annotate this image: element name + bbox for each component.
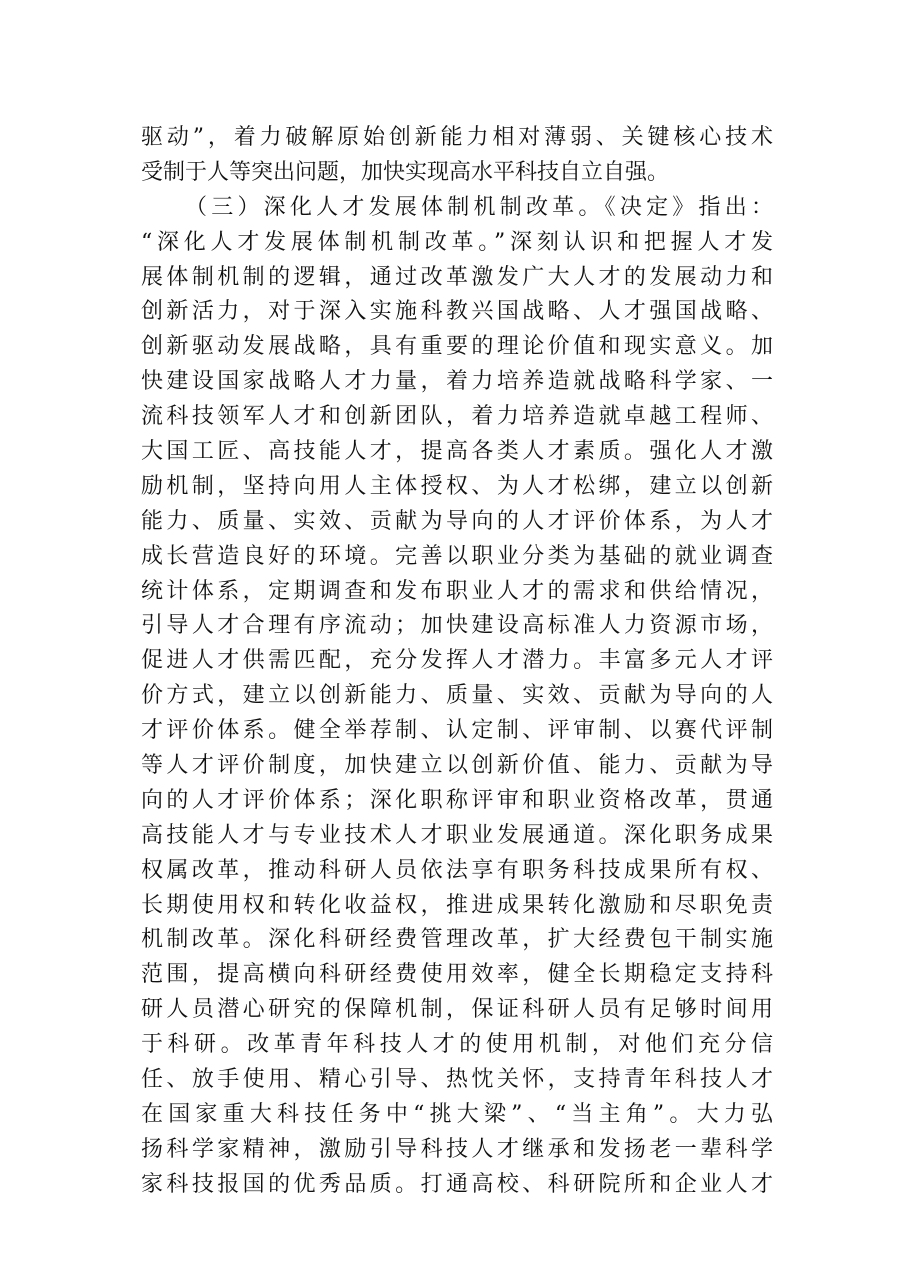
text-line: 创新活力，对于深入实施科教兴国战略、人才强国战略、 xyxy=(141,299,773,325)
text-line: 引导人才合理有序流动；加快建设高标准人力资源市场， xyxy=(141,613,773,639)
text-line: 大国工匠、高技能人才，提高各类人才素质。强化人才激 xyxy=(141,439,773,465)
text-line: 任、放手使用、精心引导、热忱关怀，支持青年科技人才 xyxy=(141,1067,773,1093)
text-line: 于科研。改革青年科技人才的使用机制，对他们充分信 xyxy=(141,1032,773,1058)
text-line: 驱动”，着力破解原始创新能力相对薄弱、关键核心技术 xyxy=(141,125,773,150)
text-line: 能力、质量、实效、贡献为导向的人才评价体系，为人才 xyxy=(141,508,773,534)
text-line: 展体制机制的逻辑，通过改革激发广大人才的发展动力和 xyxy=(141,264,773,290)
text-line: 研人员潜心研究的保障机制，保证科研人员有足够时间用 xyxy=(141,997,773,1023)
text-line: 在国家重大科技任务中“挑大梁”、“当主角”。大力弘 xyxy=(141,1101,773,1127)
text-line: 高技能人才与专业技术人才职业发展通道。深化职务成果 xyxy=(141,822,773,848)
text-line: 等人才评价制度，加快建立以创新价值、能力、贡献为导 xyxy=(141,753,773,779)
text-line: 机制改革。深化科研经费管理改革，扩大经费包干制实施 xyxy=(141,927,773,953)
text-line: 成长营造良好的环境。完善以职业分类为基础的就业调查 xyxy=(141,543,773,569)
text-line: 权属改革，推动科研人员依法享有职务科技成果所有权、 xyxy=(141,857,773,883)
body-text xyxy=(141,121,773,1203)
text-line: 快建设国家战略人才力量，着力培养造就战略科学家、一 xyxy=(141,369,773,395)
text-line: 家科技报国的优秀品质。打通高校、科研院所和企业人才 xyxy=(141,1171,773,1197)
text-line: 扬科学家精神，激励引导科技人才继承和发扬老一辈科学 xyxy=(141,1136,773,1162)
text-line: 流科技领军人才和创新团队，着力培养造就卓越工程师、 xyxy=(141,404,773,430)
text-line: 励机制，坚持向用人主体授权、为人才松绑，建立以创新 xyxy=(141,473,773,499)
text-line: 受制于人等突出问题，加快实现高水平科技自立自强。 xyxy=(141,159,670,185)
text-line: 价方式，建立以创新能力、质量、实效、贡献为导向的人 xyxy=(141,683,773,709)
text-line: 创新驱动发展战略，具有重要的理论价值和现实意义。加 xyxy=(141,334,773,360)
text-line: 长期使用权和转化收益权，推进成果转化激励和尽职免责 xyxy=(141,892,773,918)
text-line: 促进人才供需匹配，充分发挥人才潜力。丰富多元人才评 xyxy=(141,648,773,674)
text-line: 才评价体系。健全举荐制、认定制、评审制、以赛代评制 xyxy=(141,718,773,744)
text-line: 向的人才评价体系；深化职称评审和职业资格改革，贯通 xyxy=(141,787,773,813)
text-line: 范围，提高横向科研经费使用效率，健全长期稳定支持科 xyxy=(141,962,773,988)
text-line: “深化人才发展体制机制改革。”深刻认识和把握人才发 xyxy=(141,229,773,255)
paragraph-heading-line: （三）深化人才发展体制机制改革。《决定》指出： xyxy=(185,194,773,220)
text-line: 统计体系，定期调查和发布职业人才的需求和供给情况， xyxy=(141,578,773,604)
